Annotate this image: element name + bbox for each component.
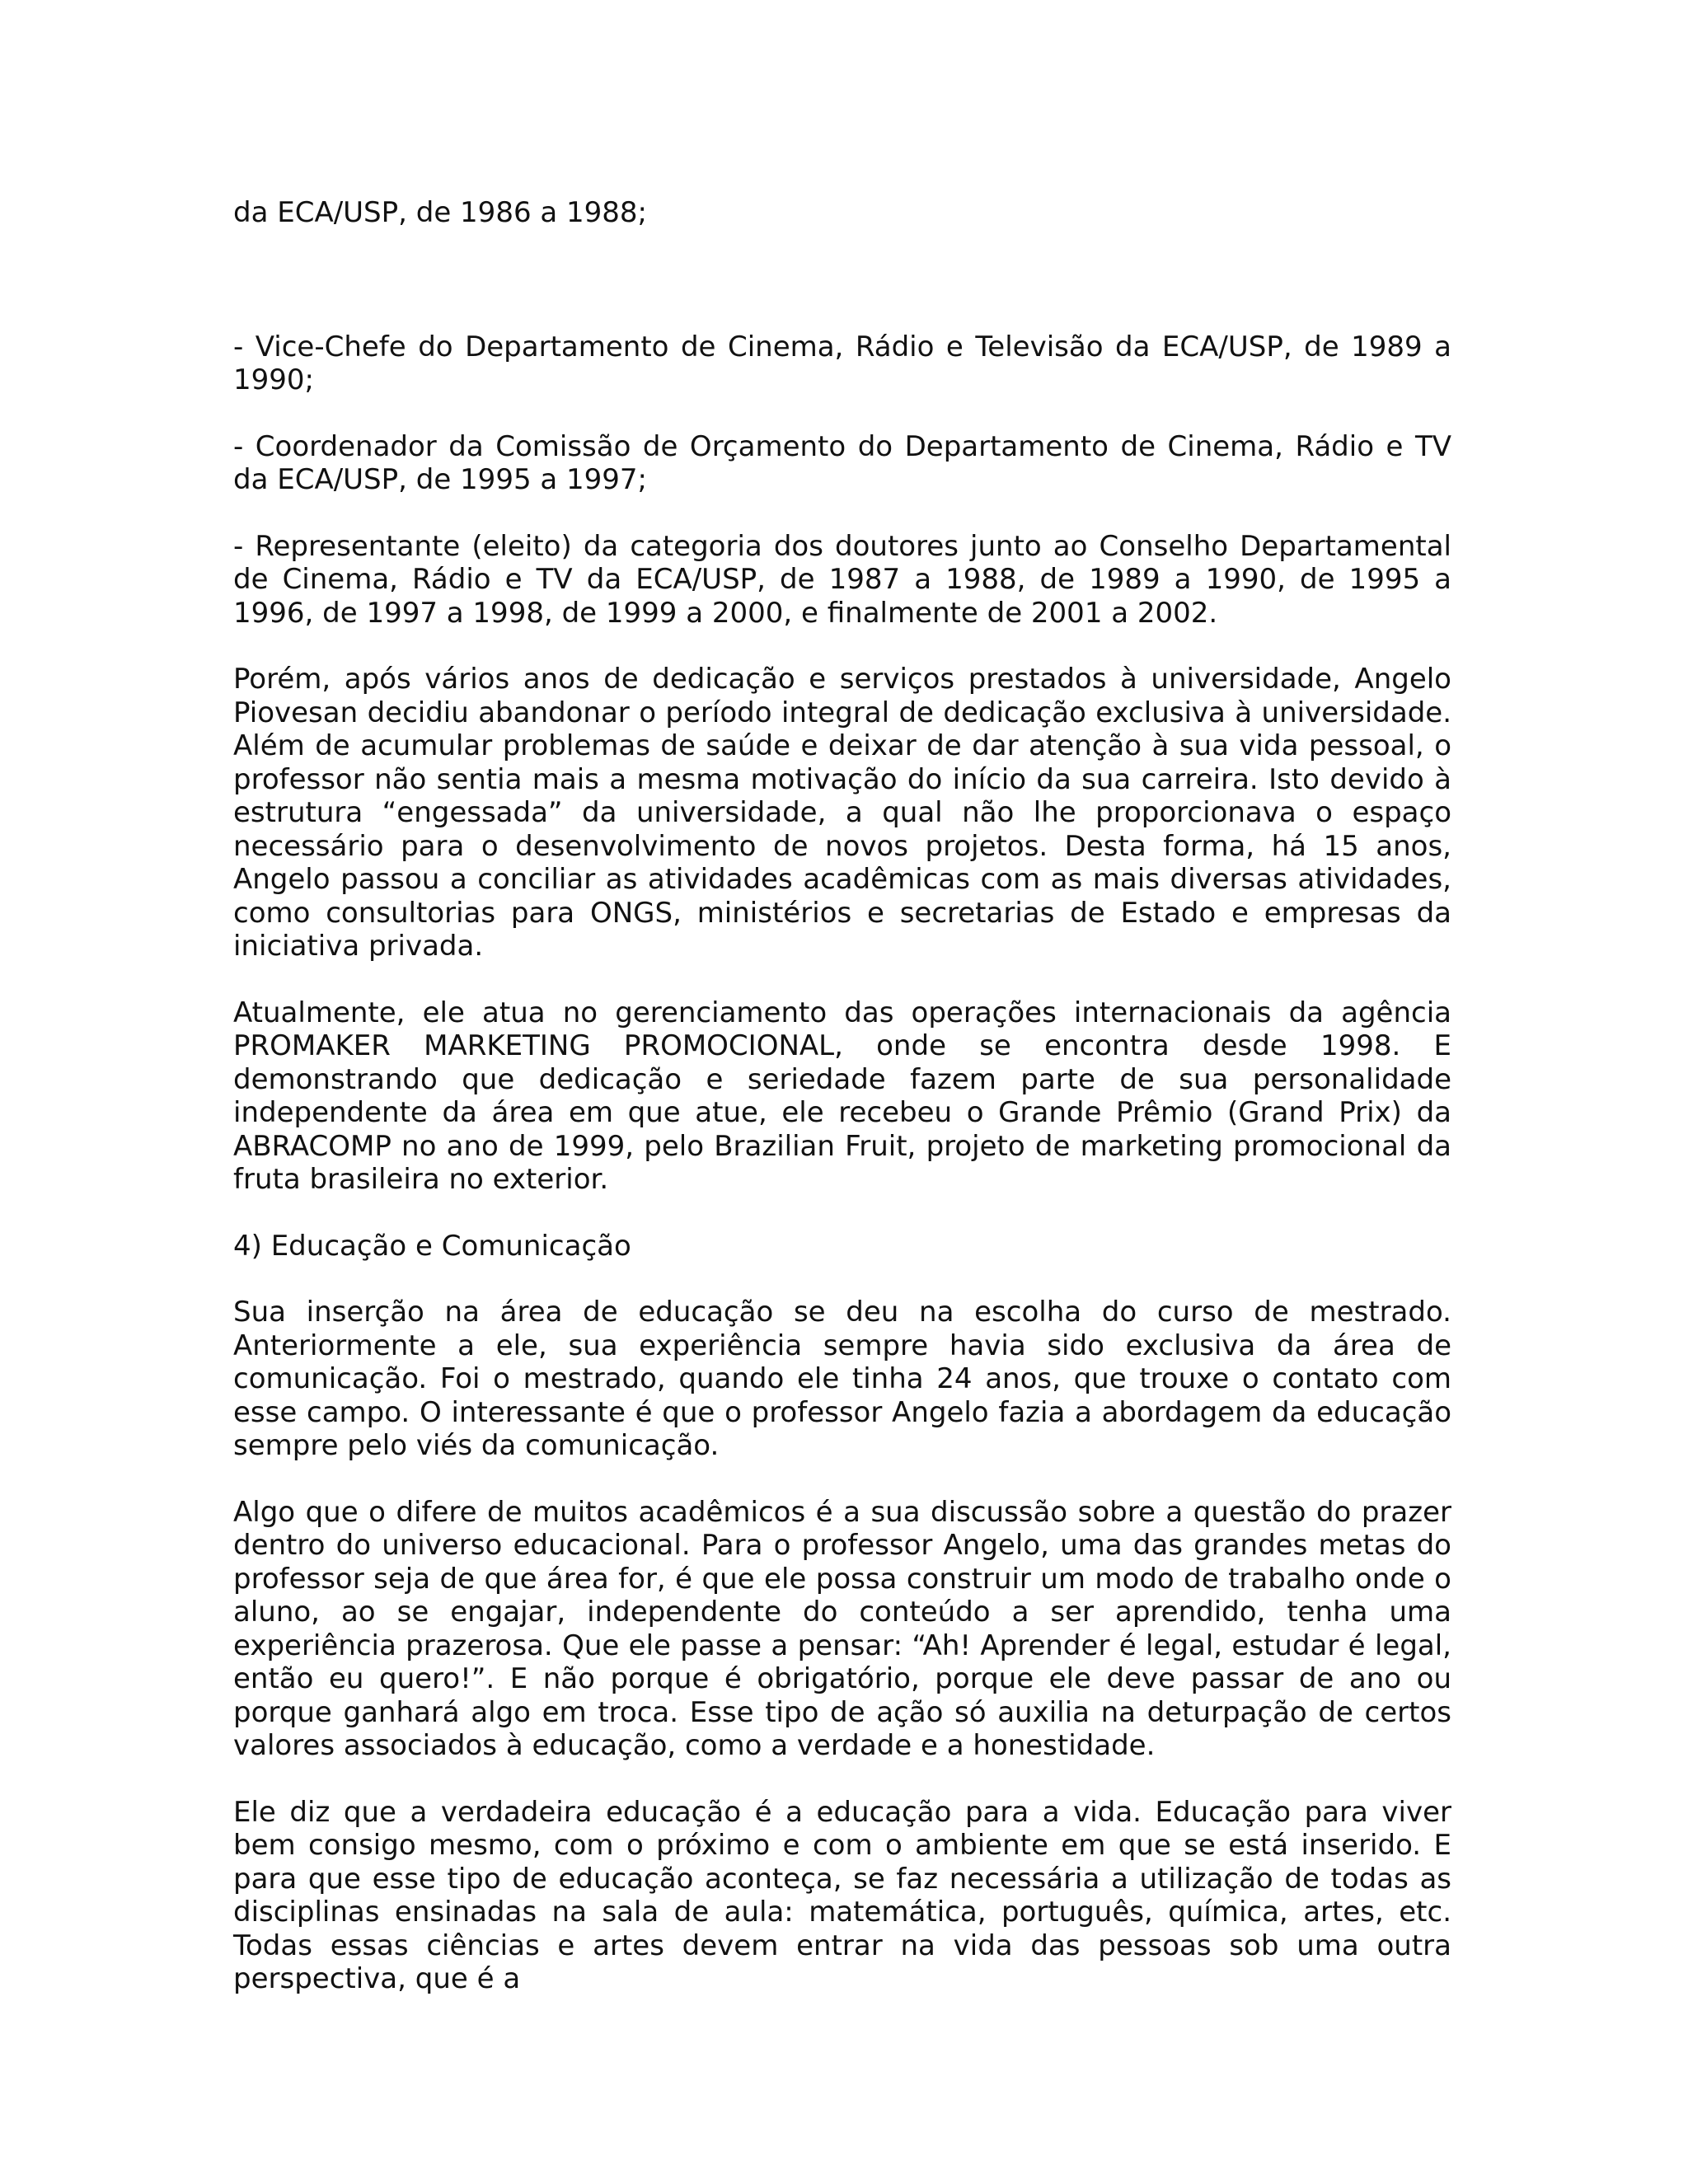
paragraph-education-for-life: Ele diz que a verdadeira educação é a educação para a vida. Educação para viver bem consigo mesmo, com o próximo e com o ambiente em que se está inserido. E para que esse tipo de educação aconteça, se faz necessária a utilização de todas as disciplinas ensinadas na sala de aula: matemática, português, química, artes, etc. Todas essas ciências e artes devem entrar na vida das pessoas sob uma outra perspectiva, que é a <box>233 1795 1451 1995</box>
paragraph-coordenador: - Coordenador da Comissão de Orçamento do Departamento de Cinema, Rádio e TV da ECA/USP, de 1995 a 1997; <box>233 429 1451 496</box>
paragraph-representante: - Representante (eleito) da categoria dos doutores junto ao Conselho Departamental de Cinema, Rádio e TV da ECA/USP, de 1987 a 1988, de 1989 a 1990, de 1995 a 1996, de 1997 a 1998, de 1999 a 2000, e finalmente de 2001 a 2002. <box>233 529 1451 630</box>
paragraph-vice-chefe: - Vice-Chefe do Departamento de Cinema, Rádio e Televisão da ECA/USP, de 1989 a 1990; <box>233 330 1451 396</box>
paragraph-pleasure-in-learning: Algo que o difere de muitos acadêmicos é a sua discussão sobre a questão do prazer dentro do universo educacional. Para o professor Angelo, uma das grandes metas do professor seja de que área for, é que ele possa construir um modo de trabalho onde o aluno, ao se engajar, independente do conteúdo a ser aprendido, tenha uma experiência prazerosa. Que ele passe a pensar: “Ah! Aprender é legal, estudar é legal, então eu quero!”. E não porque é obrigatório, porque ele deve passar de ano ou porque ganhará algo em troca. Esse tipo de ação só auxilia na deturpação de certos valores associados à educação, como a verdade e a honestidade. <box>233 1495 1451 1762</box>
paragraph-career-change: Porém, após vários anos de dedicação e serviços prestados à universidade, Angelo Piovesan decidiu abandonar o período integral de dedicação exclusiva à universidade. Além de acumular problemas de saúde e deixar de dar atenção à sua vida pessoal, o professor não sentia mais a mesma motivação do início da sua carreira. Isto devido à estrutura “engessada” da universidade, a qual não lhe proporcionava o espaço necessário para o desenvolvimento de novos projetos. Desta forma, há 15 anos, Angelo passou a conciliar as atividades acadêmicas com as mais diversas atividades, como consultorias para ONGS, ministérios e secretarias de Estado e empresas da iniciativa privada. <box>233 663 1451 963</box>
section-heading-education-communication: 4) Educação e Comunicação <box>233 1229 631 1263</box>
paragraph-current-work: Atualmente, ele atua no gerenciamento das operações internacionais da agência PROMAKER MARKETING PROMOCIONAL, onde se encontra desde 1998. E demonstrando que dedicação e seriedade fazem parte de sua personalidade independente da área em que atue, ele recebeu o Grande Prêmio (Grand Prix) da ABRACOMP no ano de 1999, pelo Brazilian Fruit, projeto de marketing promocional da fruta brasileira no exterior. <box>233 996 1451 1196</box>
document-body <box>233 196 1451 2029</box>
paragraph-education-insertion: Sua inserção na área de educação se deu na escolha do curso de mestrado. Anteriormente a ele, sua experiência sempre havia sido exclusiva da área de comunicação. Foi o mestrado, quando ele tinha 24 anos, que trouxe o contato com esse campo. O interessante é que o professor Angelo fazia a abordagem da educação sempre pelo viés da comunicação. <box>233 1296 1451 1462</box>
paragraph-previous-role-end: da ECA/USP, de 1986 a 1988; <box>233 196 648 229</box>
